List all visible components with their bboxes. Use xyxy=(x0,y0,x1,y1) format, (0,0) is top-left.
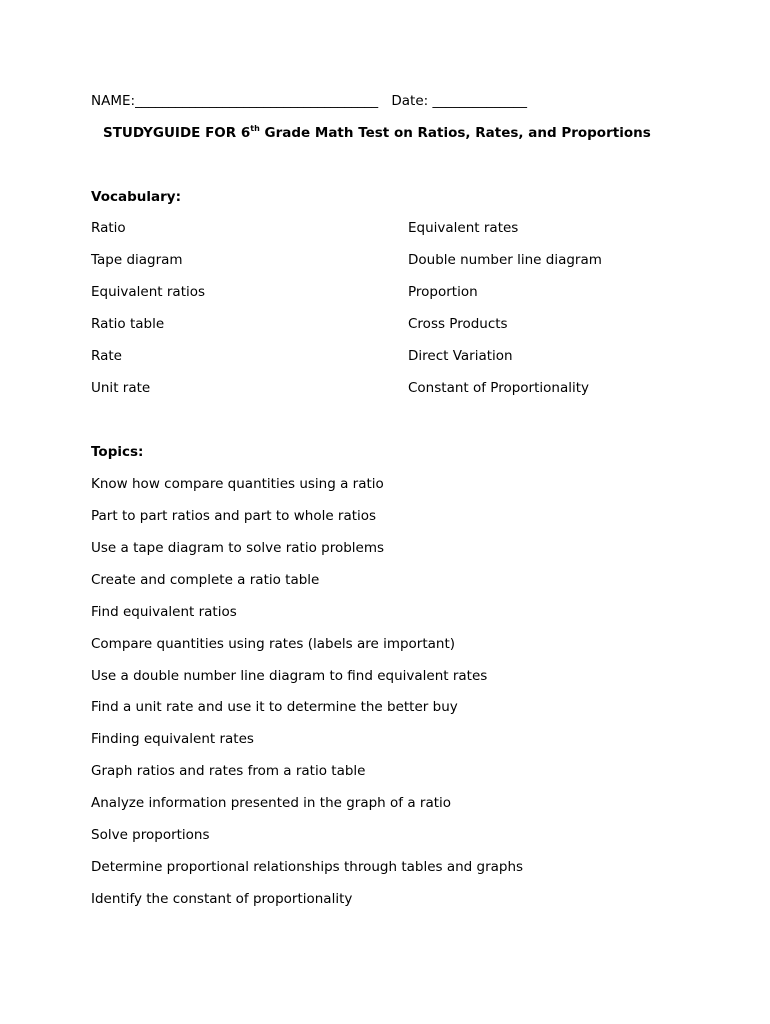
topic-item: Graph ratios and rates from a ratio table xyxy=(91,763,366,779)
topics-heading: Topics: xyxy=(91,444,144,460)
header-row xyxy=(91,93,527,109)
title-suffix: Grade Math Test on Ratios, Rates, and Proportions xyxy=(259,125,651,141)
vocab-term-right: Proportion xyxy=(408,284,478,300)
topic-item: Identify the constant of proportionality xyxy=(91,891,353,907)
topic-item: Use a double number line diagram to find equivalent rates xyxy=(91,668,488,684)
topic-item: Determine proportional relationships through tables and graphs xyxy=(91,859,524,875)
date-label: Date: xyxy=(391,93,429,109)
vocab-term-left: Ratio xyxy=(91,220,126,236)
topic-item: Use a tape diagram to solve ratio problems xyxy=(91,540,385,556)
vocab-term-left: Unit rate xyxy=(91,380,151,396)
vocab-term-right: Equivalent rates xyxy=(408,220,519,236)
vocab-term-right: Constant of Proportionality xyxy=(408,380,589,396)
topic-item: Know how compare quantities using a ratio xyxy=(91,476,384,492)
date-blank: ______________ xyxy=(432,93,527,109)
title-prefix: STUDYGUIDE FOR 6 xyxy=(103,125,251,141)
topic-item: Find a unit rate and use it to determine the better buy xyxy=(91,699,458,715)
title-superscript: th xyxy=(250,124,260,133)
vocab-term-right: Cross Products xyxy=(408,316,508,332)
topic-item: Part to part ratios and part to whole ratios xyxy=(91,508,377,524)
vocab-term-left: Ratio table xyxy=(91,316,165,332)
name-blank: ____________________________________ xyxy=(135,93,379,109)
topic-item: Solve proportions xyxy=(91,827,210,843)
name-label: NAME: xyxy=(91,93,136,109)
vocabulary-heading: Vocabulary: xyxy=(91,189,181,205)
topic-item: Find equivalent ratios xyxy=(91,604,237,620)
vocab-term-right: Double number line diagram xyxy=(408,252,602,268)
vocab-term-left: Tape diagram xyxy=(91,252,183,268)
topic-item: Compare quantities using rates (labels are important) xyxy=(91,636,456,652)
document-title xyxy=(103,125,651,141)
topic-item: Create and complete a ratio table xyxy=(91,572,320,588)
topic-item: Finding equivalent rates xyxy=(91,731,254,747)
vocab-term-left: Equivalent ratios xyxy=(91,284,206,300)
topic-item: Analyze information presented in the graph of a ratio xyxy=(91,795,452,811)
vocab-term-right: Direct Variation xyxy=(408,348,513,364)
vocab-term-left: Rate xyxy=(91,348,122,364)
